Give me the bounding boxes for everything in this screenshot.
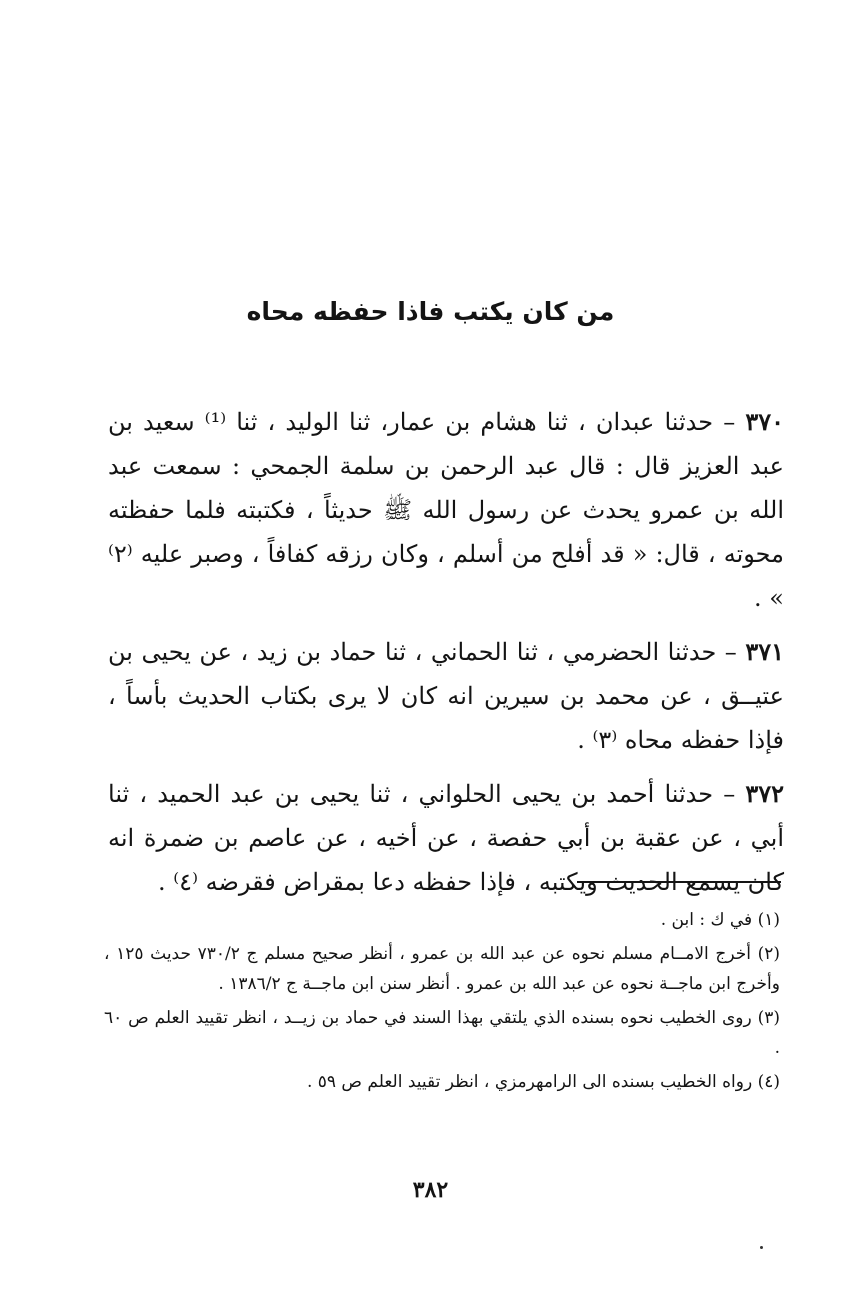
footnotes <box>104 905 780 1101</box>
hadith-number: ٣٧١ <box>745 637 784 666</box>
footnote-separator <box>577 881 781 883</box>
footnote-4: (٤) رواه الخطيب بسنده الى الرامهرمزي ، انظر تقييد العلم ص ٥٩ . <box>306 1072 780 1092</box>
chapter-heading: من كان يكتب فاذا حفظه محاه <box>246 297 615 326</box>
hadith-number: ٣٧٠ <box>745 407 784 436</box>
hadith-text: – حدثنا الحضرمي ، ثنا الحماني ، ثنا حماد بن زيد ، عن يحيى بن عتيــق ، عن محمد بن سيرين انه كان لا يرى بكتاب الحديث بأساً ، فإذا حفظه محاه ⁽٣⁾ . <box>108 638 784 754</box>
hadith-number: ٣٧٢ <box>745 779 784 808</box>
print-speck <box>760 1246 763 1249</box>
hadith-372 <box>108 772 784 904</box>
footnote-1: (١) في ك : ابن . <box>660 910 780 930</box>
footnote-3: (٣) روى الخطيب نحوه بسنده الذي يلتقي بهذا السند في حماد بن زيــد ، انظر تقييد العلم ص ٦٠ . <box>104 1008 780 1058</box>
hadith-text: – حدثنا عبدان ، ثنا هشام بن عمار، ثنا الوليد ، ثنا ⁽¹⁾ سعيد بن عبد العزيز قال : قال عبد الرحمن بن سلمة الجمحي : سمعت عبد الله بن عمرو يحدث عن رسول الله ﷺ حديثاً ، فكتبته فلما حفظته محوته ، قال: « قد أفلح من أسلم ، وكان رزقه كفافاً ، وصبر عليه ⁽٢⁾ » . <box>108 408 784 612</box>
hadith-text: – حدثنا أحمد بن يحيى الحلواني ، ثنا يحيى بن عبد الحميد ، ثنا أبي ، عن عقبة بن أبي حفصة ، عن أخيه ، عن عاصم بن ضمرة انه كان يسمع الحديث ويكتبه ، فإذا حفظه دعا بمقراض فقرضه ⁽٤⁾ . <box>108 780 784 896</box>
hadith-370 <box>108 400 784 620</box>
page-number: ٣٨٢ <box>412 1177 449 1203</box>
footnote-2: (٢) أخرج الامــام مسلم نحوه عن عبد الله بن عمرو ، أنظر صحيح مسلم ج ٧٣٠/٢ حديث ١٢٥ ، وأخرج ابن ماجــة نحوه عن عبد الله بن عمرو . أنظر سنن ابن ماجــة ج ١٣٨٦/٢ . <box>104 944 781 994</box>
hadith-371 <box>108 630 784 762</box>
hadith-list <box>108 400 784 914</box>
